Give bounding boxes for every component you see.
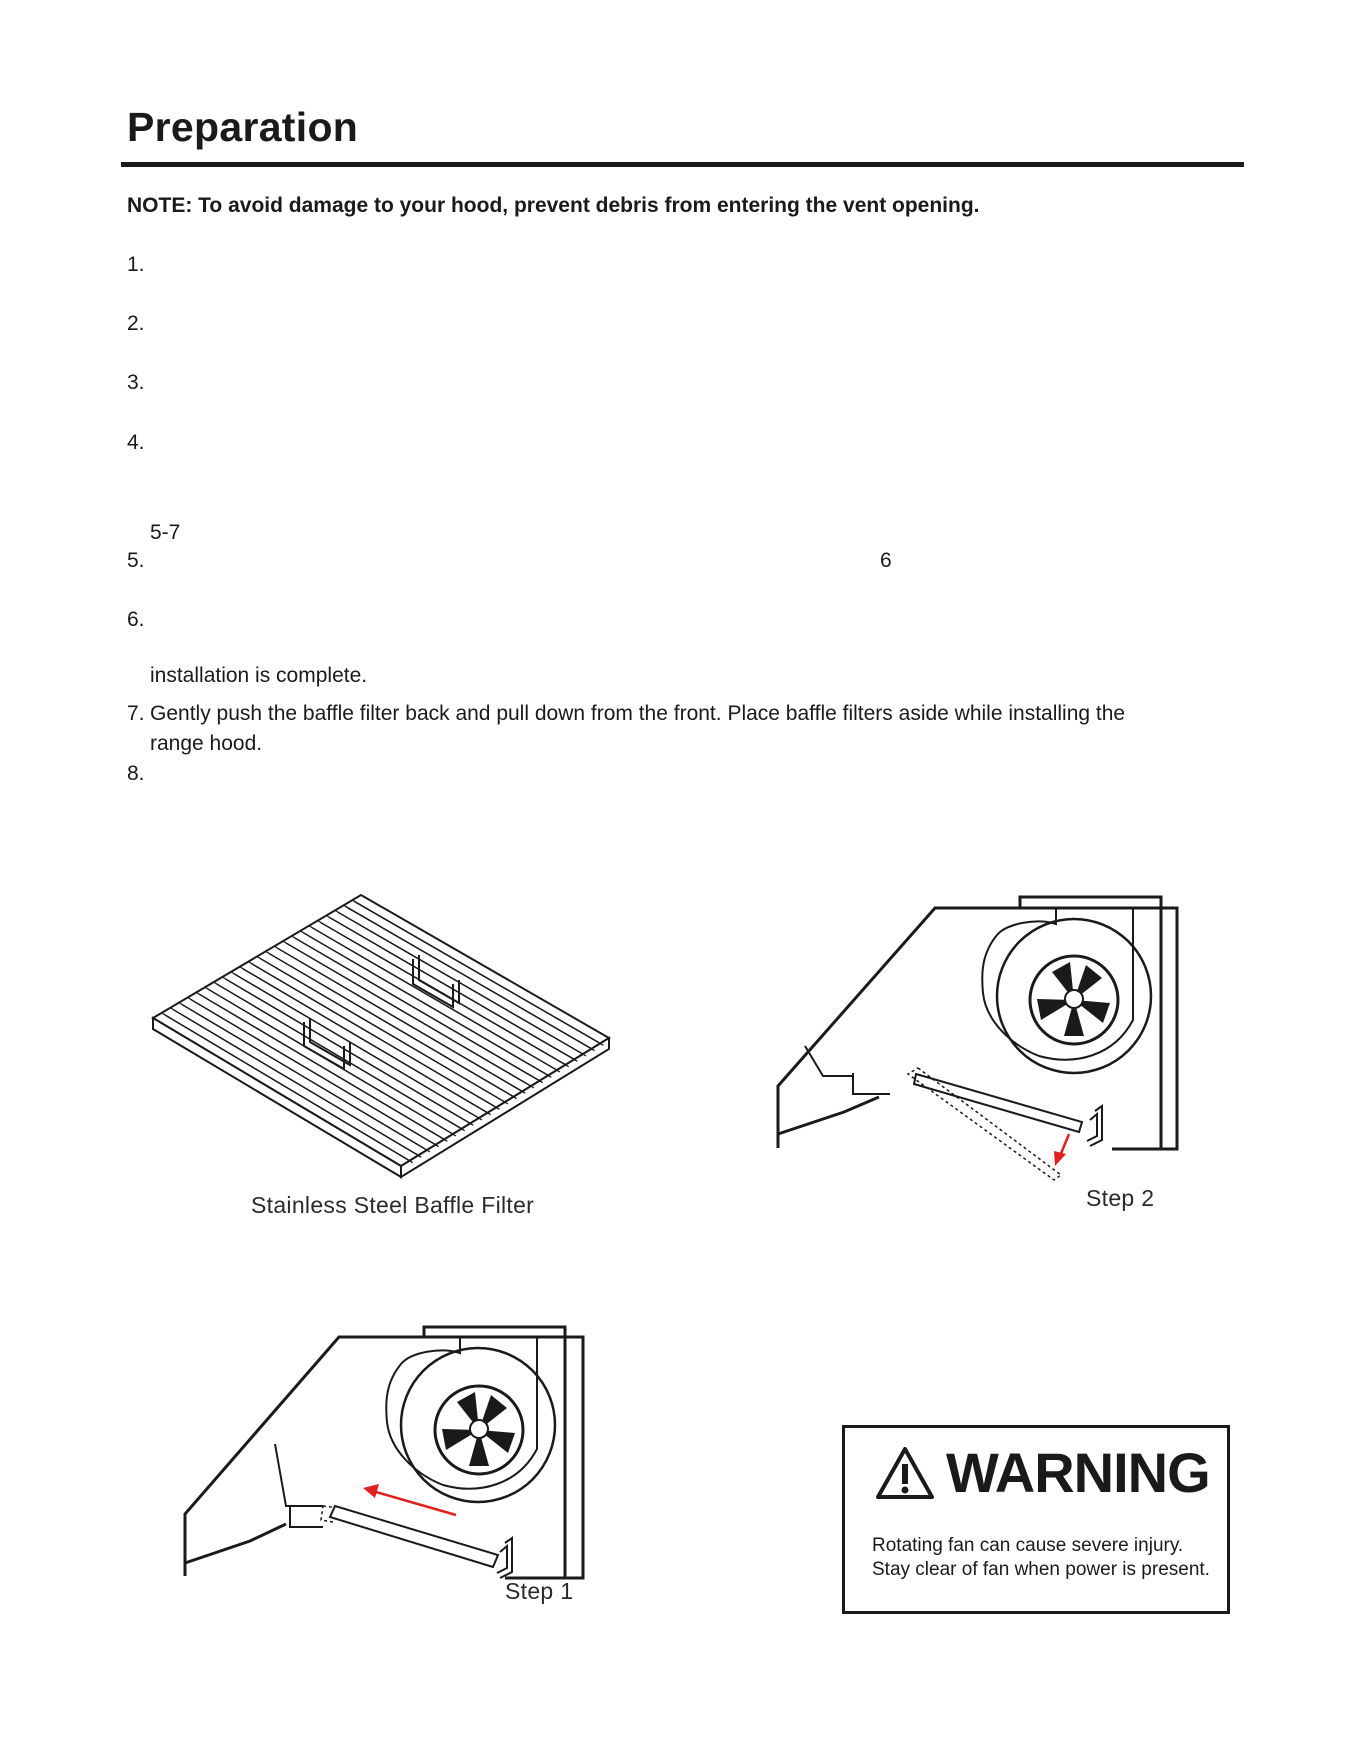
step-6-text: installation is complete. [150, 664, 368, 687]
step1-illustration [175, 1318, 595, 1588]
step1-caption: Step 1 [505, 1578, 574, 1604]
baffle-filter-caption: Stainless Steel Baffle Filter [251, 1192, 535, 1218]
step-number-3: 3. [127, 371, 145, 394]
step-7-line-1: Gently push the baffle filter back and pull down from the front. Place baffle filters aside while installing the [150, 702, 1126, 725]
step-4-text: 5-7 [150, 521, 181, 544]
step-number-4: 4. [127, 431, 145, 454]
step-7-line-2: range hood. [150, 732, 263, 755]
step-number-1: 1. [127, 253, 145, 276]
warning-triangle-icon [874, 1445, 936, 1501]
step-5-text: 6 [880, 549, 892, 572]
step-number-7: 7. [127, 702, 145, 725]
step-number-2: 2. [127, 312, 145, 335]
warning-heading-text: WARNING [946, 1441, 1210, 1504]
step-number-6: 6. [127, 608, 145, 631]
step-number-8: 8. [127, 762, 145, 785]
warning-heading [874, 1440, 1210, 1505]
baffle-filter-illustration [150, 890, 620, 1180]
warning-body-text: Rotating fan can cause severe injury. Stay clear of fan when power is present. [872, 1535, 1210, 1580]
title-rule [121, 162, 1244, 167]
step-number-5: 5. [127, 549, 145, 572]
page-title: Preparation [127, 104, 359, 150]
note-text: NOTE: To avoid damage to your hood, prevent debris from entering the vent opening. [127, 194, 980, 217]
step2-caption: Step 2 [1086, 1185, 1155, 1211]
step2-illustration [775, 888, 1195, 1188]
warning-label [842, 1425, 1230, 1614]
